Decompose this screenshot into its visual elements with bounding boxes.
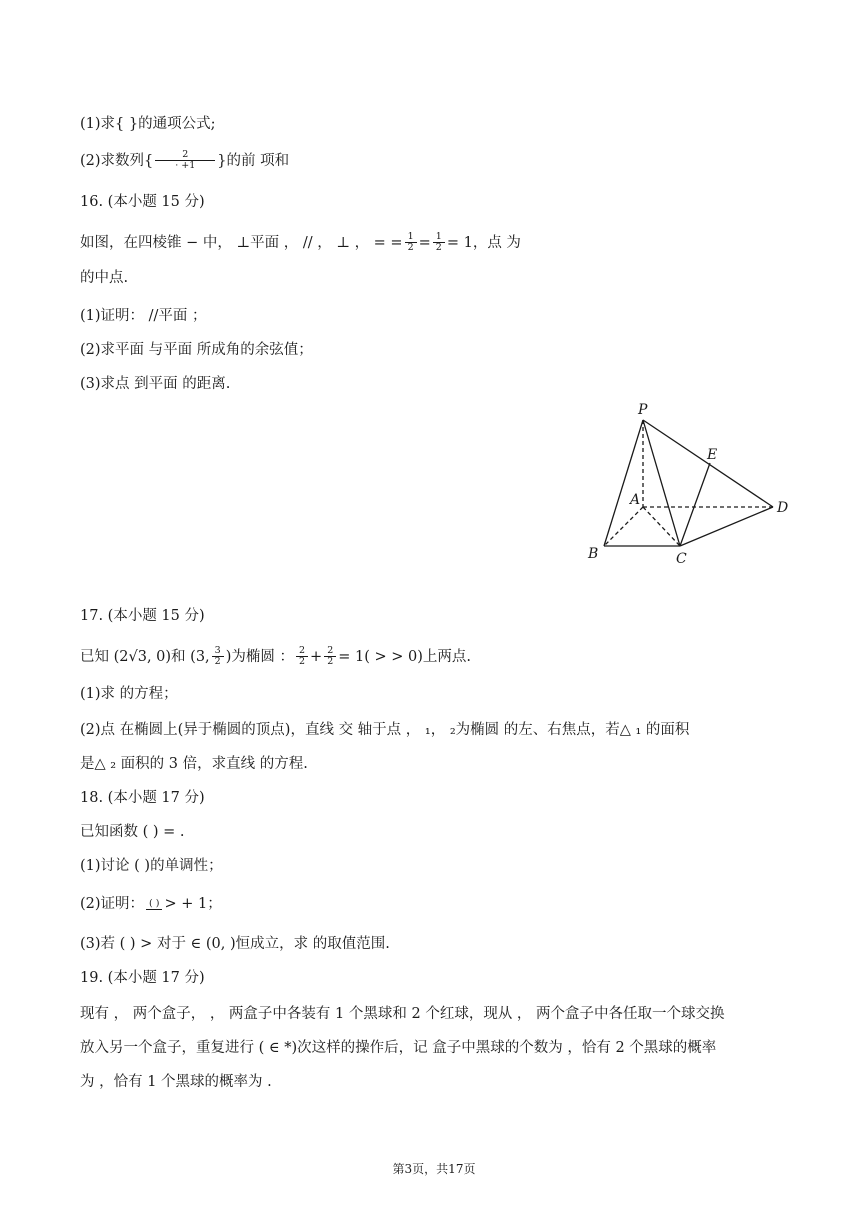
label-D: D (777, 500, 789, 516)
fraction: $\frac{2}{2}$ (296, 646, 308, 667)
label-C: C (676, 551, 687, 567)
q17-header: 17. (本小题 15 分) (80, 608, 205, 624)
q16-part2: (2)求平面 与平面 所成角的余弦值； (80, 342, 313, 358)
q19-stem: 现有 ， 两个盒子， ， 两盒子中各装有 1 个黑球和 2 个红球，现从 ， 两个盒子中各任取一个球交换 (80, 1006, 725, 1022)
q18-header: 18. (本小题 17 分) (80, 790, 205, 806)
q18-part3: (3)若 ( ) > 对于 ∈ (0, )恒成立，求 的取值范围. (80, 936, 390, 952)
label-P: P (638, 402, 648, 418)
q17-part2-cont: 是△ ₂ 面积的 3 倍，求直线 的方程. (80, 756, 308, 772)
fraction-half: $\frac{1}{2}$ (433, 232, 445, 253)
q16-stem: 如图，在四棱锥 − 中， ⊥平面 ， // ， ⊥ ， = = $\frac{1}{2}$ = $\frac{1}{2}$ = 1，点 为 (80, 231, 521, 253)
q16-part1: (1)证明： //平面 ； (80, 308, 207, 324)
edge-CE (680, 463, 710, 546)
q19-stem-cont2: 为 ，恰有 1 个黑球的概率为 . (80, 1074, 272, 1090)
edge-PD (643, 420, 773, 507)
fraction-half: $\frac{1}{2}$ (405, 232, 417, 253)
fraction: $\frac{2}{\cdot +1}$ (155, 150, 215, 171)
pyramid-figure (580, 398, 800, 574)
q16-stem-cont: 的中点. (80, 270, 129, 286)
q15-part1: (1)求{ }的通项公式; (80, 116, 216, 132)
q18-stem: 已知函数 ( ) = . (80, 824, 185, 840)
fraction: $\frac{3}{2}$ (212, 646, 224, 667)
label-E: E (707, 447, 718, 463)
q19-stem-cont: 放入另一个盒子，重复进行 ( ∈ *)次这样的操作后，记 盒子中黑球的个数为 ，恰有 2 个黑球的概率 (80, 1040, 717, 1056)
q16-part3: (3)求点 到平面 的距离. (80, 376, 231, 392)
q17-part2: (2)点 在椭圆上(异于椭圆的顶点)，直线 交 轴于点 ， ₁， ₂为椭圆 的左、右焦点，若△ ₁ 的面积 (80, 722, 690, 738)
edge-PC (643, 420, 680, 546)
label-B: B (588, 546, 599, 562)
page-footer: 第3页，共17页 (392, 1162, 476, 1176)
edge-CD (680, 507, 773, 546)
q16-header: 16. (本小题 15 分) (80, 194, 205, 210)
q17-part1: (1)求 的方程； (80, 686, 178, 702)
label-A: A (630, 492, 641, 508)
q17-stem: 已知 (2√3, 0)和 (3, $\frac{3}{2}$ )为椭圆 ： $\frac{2}{2}$ + $\frac{2}{2}$ = 1( > > 0)上两点. (80, 645, 472, 667)
fraction: $\frac{2}{2}$ (324, 646, 336, 667)
q18-part2: (2)证明： ( ) > + 1； (80, 896, 222, 912)
q18-part1: (1)讨论 ( )的单调性； (80, 858, 223, 874)
fraction: ( ) (146, 899, 162, 910)
q19-header: 19. (本小题 17 分) (80, 970, 205, 986)
q15-part2: (2)求数列{ $\frac{2}{\cdot +1}$ }的前 项和 (80, 149, 290, 171)
